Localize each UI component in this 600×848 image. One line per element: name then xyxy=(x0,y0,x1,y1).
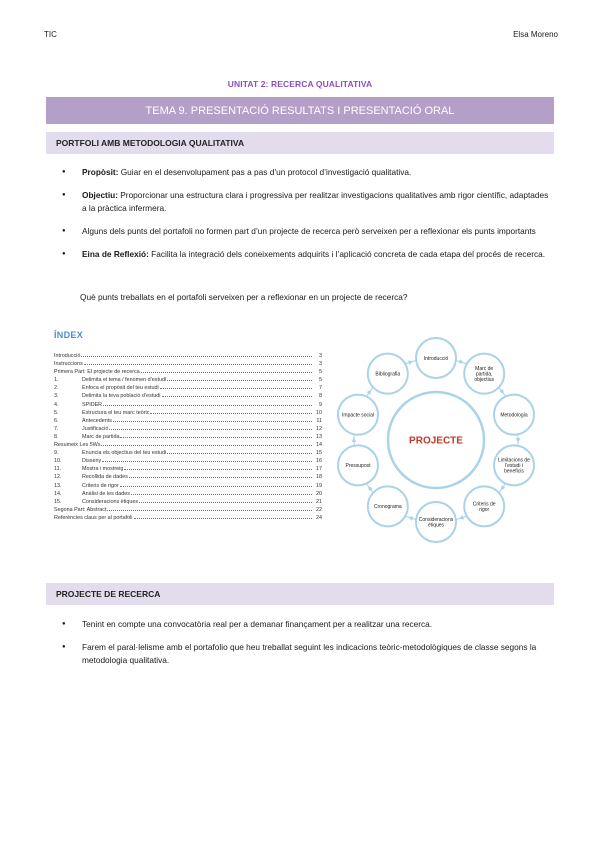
bullet-item: ● Tenint en compte una convocatòria real per a demanar finançament per a realitzar una recerca. xyxy=(62,618,552,631)
toc-number: 3. xyxy=(54,393,59,400)
toc-entry-text: SPIDER xyxy=(82,401,103,408)
bullet-item: ● Farem el paral·lelisme amb el portafolio que heu treballat seguint les indicacions teòric-metodològiques de classe segons la metodologia qualitativa. xyxy=(62,641,552,667)
toc-leader-dots xyxy=(120,486,312,487)
toc-row[interactable] xyxy=(54,498,322,506)
toc-leader-dots xyxy=(167,453,312,454)
bullet-item: ● Alguns dels punts del portafoli no formen part d’un projecte de recerca però serveixen per a reflexionar els punts importants xyxy=(62,225,552,238)
diagram-arrow xyxy=(501,485,506,490)
toc-leader-dots xyxy=(124,469,312,470)
toc-row[interactable] xyxy=(54,368,322,376)
toc-entry-text: Consideracions ètiques xyxy=(82,498,139,505)
toc-page-number: 24 xyxy=(316,514,322,521)
toc-row[interactable] xyxy=(54,473,322,481)
toc-leader-dots xyxy=(162,396,312,397)
toc-entry-text: Enuncia els objectius del teu estudi xyxy=(82,450,167,457)
toc-number: 8. xyxy=(54,433,59,440)
diagram-node-label: Marc de xyxy=(475,365,494,372)
toc-row[interactable] xyxy=(54,465,322,473)
diagram-node-label: beneficis xyxy=(504,468,524,475)
diagram-node-label: Introducció xyxy=(423,355,449,362)
toc-page-number: 5 xyxy=(319,377,322,384)
toc-entry-text: Resumeix Les 5Ws xyxy=(54,442,101,449)
toc-page-number: 10 xyxy=(316,409,322,416)
toc-page-number: 7 xyxy=(319,385,322,392)
bullet-list-projecte xyxy=(62,618,552,677)
diagram-arrow xyxy=(408,361,413,365)
toc-leader-dots xyxy=(150,413,312,414)
toc-leader-dots xyxy=(81,356,312,357)
toc-entry-text: Delimita la teva població d’estudi xyxy=(82,393,161,400)
diagram-node-label: Pressupost xyxy=(345,463,371,470)
toc-number: 11. xyxy=(54,466,62,473)
bullet-item: ● Propòsit: Guiar en el desenvolupament pas a pas d’un protocol d’investigació qualitativa. xyxy=(62,166,552,179)
reflection-question: Què punts treballats en el portafoli serveixen per a reflexionar en un projecte de recerca? xyxy=(80,292,408,302)
header-course: TIC xyxy=(44,30,57,39)
toc-leader-dots xyxy=(109,429,312,430)
toc-leader-dots xyxy=(129,477,312,478)
diagram-node-label: l'estudi i xyxy=(505,463,523,470)
toc-row[interactable] xyxy=(54,506,322,514)
toc-page-number: 5 xyxy=(319,369,322,376)
diagram-arrow xyxy=(367,389,372,394)
toc-number: 15. xyxy=(54,498,62,505)
toc-page-number: 22 xyxy=(316,506,322,513)
toc-page-number: 18 xyxy=(316,474,322,481)
toc-page-number: 15 xyxy=(316,450,322,457)
bullet-item: ● Eina de Reflexió: Facilita la integració dels coneixements adquirits i l’aplicació concreta de cada etapa del procés de recerca. xyxy=(62,248,552,261)
toc-entry-text: Justificació xyxy=(82,425,109,432)
toc-row[interactable] xyxy=(54,352,322,360)
toc-page-number: 9 xyxy=(319,401,322,408)
toc-entry-text: Marc de partida xyxy=(82,433,120,440)
toc-page-number: 3 xyxy=(319,353,322,359)
toc-number: 2. xyxy=(54,385,59,392)
toc-page-number: 20 xyxy=(316,490,322,497)
toc-rows xyxy=(54,352,322,522)
diagram-center-label: PROJECTE xyxy=(409,435,463,447)
toc-row[interactable] xyxy=(54,457,322,465)
toc-row[interactable] xyxy=(54,392,322,400)
project-diagram xyxy=(336,316,536,564)
diagram-arrow xyxy=(352,437,356,442)
diagram-node-label: rigor xyxy=(479,506,490,513)
toc-entry-text: Anàlisi de les dades xyxy=(82,490,130,497)
toc-leader-dots xyxy=(107,510,312,511)
toc-page-number: 14 xyxy=(316,442,322,449)
toc-row[interactable] xyxy=(54,449,322,457)
toc-number: 5. xyxy=(54,409,59,416)
toc-leader-dots xyxy=(113,421,312,422)
toc-row[interactable] xyxy=(54,425,322,433)
toc-row[interactable] xyxy=(54,409,322,417)
section-heading-projecte: PROJECTE DE RECERCA xyxy=(46,583,554,605)
toc-leader-dots xyxy=(103,405,312,406)
toc-page-number: 17 xyxy=(316,466,322,473)
toc-row[interactable] xyxy=(54,417,322,425)
toc-page-number: 19 xyxy=(316,482,322,489)
toc-row[interactable] xyxy=(54,490,322,498)
toc-leader-dots xyxy=(167,380,312,381)
toc-page-number: 8 xyxy=(319,393,322,400)
toc-entry-text: Primera Part: El projecte de recerca xyxy=(54,369,140,376)
toc-entry-text: Delimita el tema / fenomen d’estudi xyxy=(82,377,167,384)
diagram-node-label: partida, xyxy=(475,371,493,378)
diagram-arrow xyxy=(516,438,520,443)
diagram-node-label: Criteris de xyxy=(472,501,496,508)
toc-row[interactable] xyxy=(54,482,322,490)
toc-row[interactable] xyxy=(54,384,322,392)
toc-title: ÍNDEX xyxy=(54,330,84,340)
toc-leader-dots xyxy=(84,364,312,365)
toc-leader-dots xyxy=(101,445,312,446)
toc-entry-text: Estructura el teu marc teòric xyxy=(82,409,150,416)
diagram-arrow xyxy=(458,515,463,519)
diagram-arrow xyxy=(499,389,504,394)
toc-leader-dots xyxy=(120,437,312,438)
toc-entry-text: Introducció xyxy=(54,353,81,359)
toc-row[interactable] xyxy=(54,514,322,522)
topic-title: TEMA 9. PRESENTACIÓ RESULTATS I PRESENTACIÓ ORAL xyxy=(46,97,554,124)
toc-leader-dots xyxy=(160,388,312,389)
toc-row[interactable] xyxy=(54,376,322,384)
diagram-node-label: Consideracions xyxy=(418,517,454,523)
toc-number: 6. xyxy=(54,417,59,424)
toc-number: 12. xyxy=(54,474,62,481)
diagram-arrow xyxy=(408,517,413,521)
toc-entry-text: Instruccions xyxy=(54,361,83,368)
section-heading-portfoli: PORTFOLI AMB METODOLOGIA QUALITATIVA xyxy=(46,132,554,154)
toc-page-number: 16 xyxy=(316,458,322,465)
header-author: Elsa Moreno xyxy=(513,30,558,39)
unit-title: UNITAT 2: RECERCA QUALITATIVA xyxy=(227,79,373,89)
table-of-contents xyxy=(54,330,322,522)
toc-page-number: 3 xyxy=(319,361,322,368)
diagram-node-label: Metodologia xyxy=(500,412,528,419)
bullet-list-portfoli xyxy=(62,166,552,271)
toc-entry-text: Segona Part: Abstract xyxy=(54,506,107,513)
toc-number: 14. xyxy=(54,490,62,497)
toc-number: 9. xyxy=(54,450,59,457)
toc-number: 1. xyxy=(54,377,59,384)
toc-entry-text: Antecedents xyxy=(82,417,112,424)
toc-entry-text: Referències claus per al portafoli xyxy=(54,514,133,521)
toc-number: 4. xyxy=(54,401,59,408)
toc-number: 10. xyxy=(54,458,62,465)
toc-row[interactable] xyxy=(54,433,322,441)
toc-leader-dots xyxy=(134,518,312,519)
toc-row[interactable] xyxy=(54,401,322,409)
toc-leader-dots xyxy=(131,494,312,495)
diagram-arrow xyxy=(368,486,373,491)
diagram-node-label: Bibliografia xyxy=(375,371,401,378)
toc-entry-text: Disseny xyxy=(82,458,102,465)
toc-entry-text: Mostra i mostreig xyxy=(82,466,124,473)
diagram-node-label: Impacte social xyxy=(342,412,374,419)
toc-leader-dots xyxy=(139,502,312,503)
toc-number: 13. xyxy=(54,482,62,489)
diagram-arrow xyxy=(459,359,464,363)
toc-entry-text: Recollida de dades xyxy=(82,474,128,481)
toc-leader-dots xyxy=(102,461,312,462)
diagram-node-label: objectius xyxy=(474,377,495,384)
toc-page-number: 12 xyxy=(316,425,322,432)
toc-entry-text: Criteris de rigor xyxy=(82,482,119,489)
project-diagram-svg xyxy=(336,316,536,564)
toc-number: 7. xyxy=(54,425,59,432)
diagram-node-label: Cronograma xyxy=(373,504,402,511)
toc-row[interactable] xyxy=(54,360,322,368)
toc-leader-dots xyxy=(141,372,312,373)
diagram-node-label: Limitacions de xyxy=(498,457,530,464)
toc-row[interactable] xyxy=(54,441,322,449)
toc-entry-text: Enfoca el propòsit del teu estudi xyxy=(82,385,159,392)
diagram-node-label: ètiques xyxy=(427,522,445,529)
toc-page-number: 21 xyxy=(316,498,322,505)
bullet-item: ● Objectiu: Proporcionar una estructura clara i progressiva per realitzar investigacions qualitatives amb rigor científic, adaptades a la pràctica infermera. xyxy=(62,189,552,215)
toc-page-number: 13 xyxy=(316,433,322,440)
toc-page-number: 11 xyxy=(316,417,322,424)
